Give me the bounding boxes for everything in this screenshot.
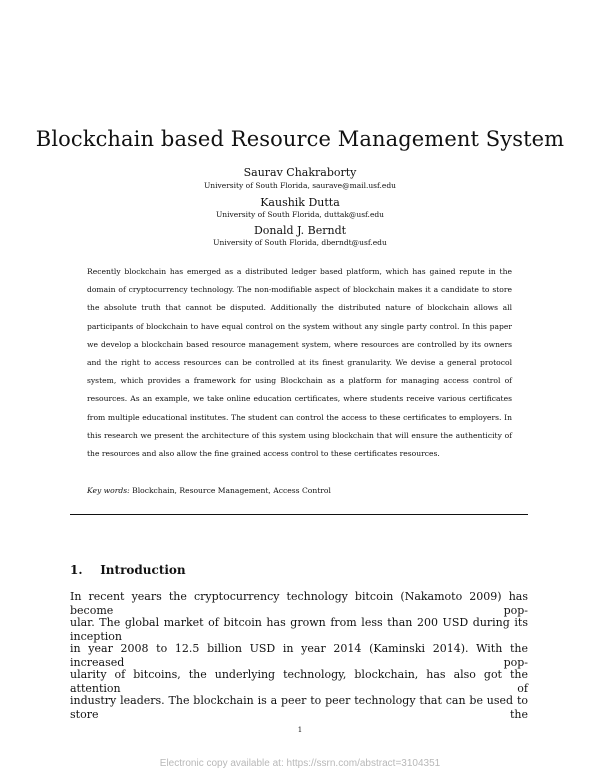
keywords-list: Blockchain, Resource Management, Access Control (132, 486, 331, 495)
body-line-1: In recent years the cryptocurrency technology bitcoin (Nakamoto 2009) has become pop- (70, 590, 528, 617)
body-line-2: ular. The global market of bitcoin has grown from less than 200 USD during its inception (70, 616, 528, 643)
ssrn-footer: Electronic copy available at: https://ssrn.com/abstract=3104351 (159, 758, 441, 769)
abstract: Recently blockchain has emerged as a distributed ledger based platform, which has gained repute in the domain of cryptocurrency technology. The non-modifiable aspect of blockchain makes it a candidate to store the absolute truth that cannot be disputed. Additionally the distributed nature of blockchain allows all participants of blockchain to have equal control on the system without any single party control. In this paper we develop a blockchain based resource management system, where resources are controlled by its owners and the right to access resources can be controlled at its finest granularity. We devise a general protocol system, which provides a framework for using Blockchain as a platform for managing access control of resources. As an example, we take online education certificates, where students receive various certificates from multiple educational institutes. The student can control the access to these certificates to employers. In this research we present the architecture of this system using blockchain that will ensure the authenticity of the resources and also allow the fine grained access control to these certificates resources. (87, 267, 512, 459)
keywords-label: Key words: (87, 486, 130, 495)
body-line-4: ularity of bitcoins, the underlying technology, blockchain, has also got the attention of (70, 668, 528, 695)
page-number: 1 (297, 726, 303, 734)
author-name-2: Kaushik Dutta (260, 196, 340, 209)
author-affiliation-1: University of South Florida, saurave@mail.usf.edu (203, 181, 396, 190)
author-name-1: Saurav Chakraborty (243, 166, 357, 179)
author-name-3: Donald J. Berndt (253, 224, 347, 237)
section-title: Introduction (100, 563, 186, 577)
author-affiliation-3: University of South Florida, dberndt@usf.edu (213, 238, 387, 247)
keywords (87, 486, 512, 496)
paper-title: Blockchain based Resource Management System (35, 127, 565, 151)
body-line-5: industry leaders. The blockchain is a peer to peer technology that can be used to store the (70, 694, 528, 721)
section-heading (70, 562, 186, 578)
section-number: 1. (70, 563, 83, 577)
author-affiliation-2: University of South Florida, duttak@usf.edu (215, 210, 385, 219)
section-divider (70, 514, 528, 515)
body-line-3: in year 2008 to 12.5 billion USD in year 2014 (Kaminski 2014). With the increased pop- (70, 642, 528, 669)
